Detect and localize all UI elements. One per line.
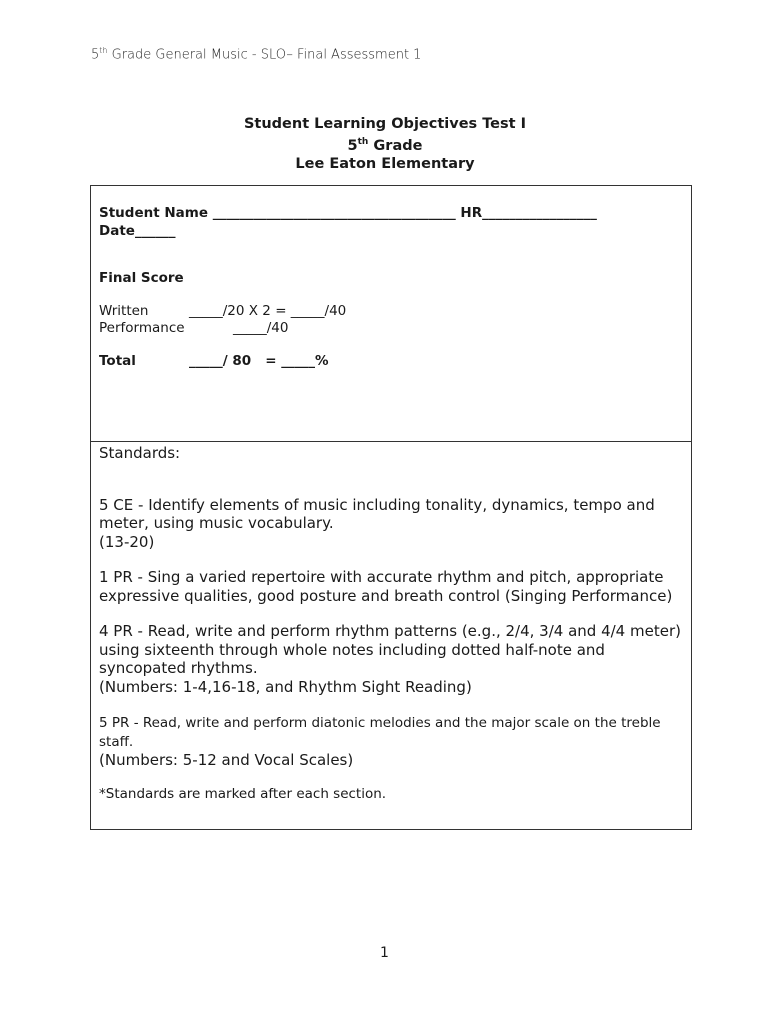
standard-5-ce: 5 CE - Identify elements of music including tonality, dynamics, tempo and meter, using music vocabulary. (13-20): [99, 495, 655, 551]
student-info: [99, 204, 597, 240]
performance-label: Performance: [99, 320, 185, 336]
student-name-label: Student Name: [99, 205, 209, 221]
total-score-row: [99, 353, 329, 369]
grade-title-number: 5: [347, 137, 358, 154]
date-field[interactable]: ______: [134, 223, 176, 239]
document-title-block: [0, 115, 770, 173]
section-divider: [91, 441, 691, 442]
written-label: Written: [99, 303, 149, 319]
page-number: 1: [380, 945, 389, 961]
final-score-heading: Final Score: [99, 270, 184, 286]
total-score-field[interactable]: _____/ 80 = _____%: [189, 353, 329, 369]
school-name: Lee Eaton Elementary: [295, 155, 475, 172]
date-label: Date: [99, 223, 135, 239]
header-grade-number: 5: [91, 47, 100, 63]
assessment-box: [90, 185, 692, 830]
written-score-row: [99, 303, 346, 319]
grade-title-suffix: th: [357, 137, 369, 147]
written-score-field[interactable]: _____/20 X 2 = _____/40: [189, 303, 347, 319]
hr-field[interactable]: _________________: [482, 205, 597, 221]
page-header: [91, 46, 421, 62]
grade-title-word: Grade: [368, 137, 423, 154]
standard-5-pr: 5 PR - Read, write and perform diatonic melodies and the major scale on the treble staff. (Numbers: 5-12 and Vocal Scales): [99, 715, 661, 769]
student-name-field[interactable]: ____________________________________: [212, 205, 456, 221]
performance-score-row: [99, 320, 288, 336]
standards-note: *Standards are marked after each section.: [99, 785, 387, 802]
header-grade-suffix: th: [99, 46, 108, 55]
test-title: Student Learning Objectives Test I: [243, 116, 527, 132]
header-text: Grade General Music - SLO– Final Assessment 1: [107, 47, 422, 63]
grade-title: [0, 133, 770, 155]
performance-score-field[interactable]: _____/40: [233, 320, 289, 336]
hr-label: HR: [460, 205, 483, 221]
standard-1-pr: 1 PR - Sing a varied repertoire with accurate rhythm and pitch, appropriate expressive qualities, good posture and breath control (Singing Performance): [99, 568, 673, 605]
total-label: Total: [99, 353, 136, 369]
standard-4-pr: 4 PR - Read, write and perform rhythm patterns (e.g., 2/4, 3/4 and 4/4 meter) using sixteenth through whole notes including dotted half-note and syncopated rhythms. (Numbers: 1-4,16-18, and Rhythm Sight Reading): [99, 622, 681, 696]
standards-heading: Standards:: [99, 444, 181, 462]
standards-section: [99, 444, 681, 803]
